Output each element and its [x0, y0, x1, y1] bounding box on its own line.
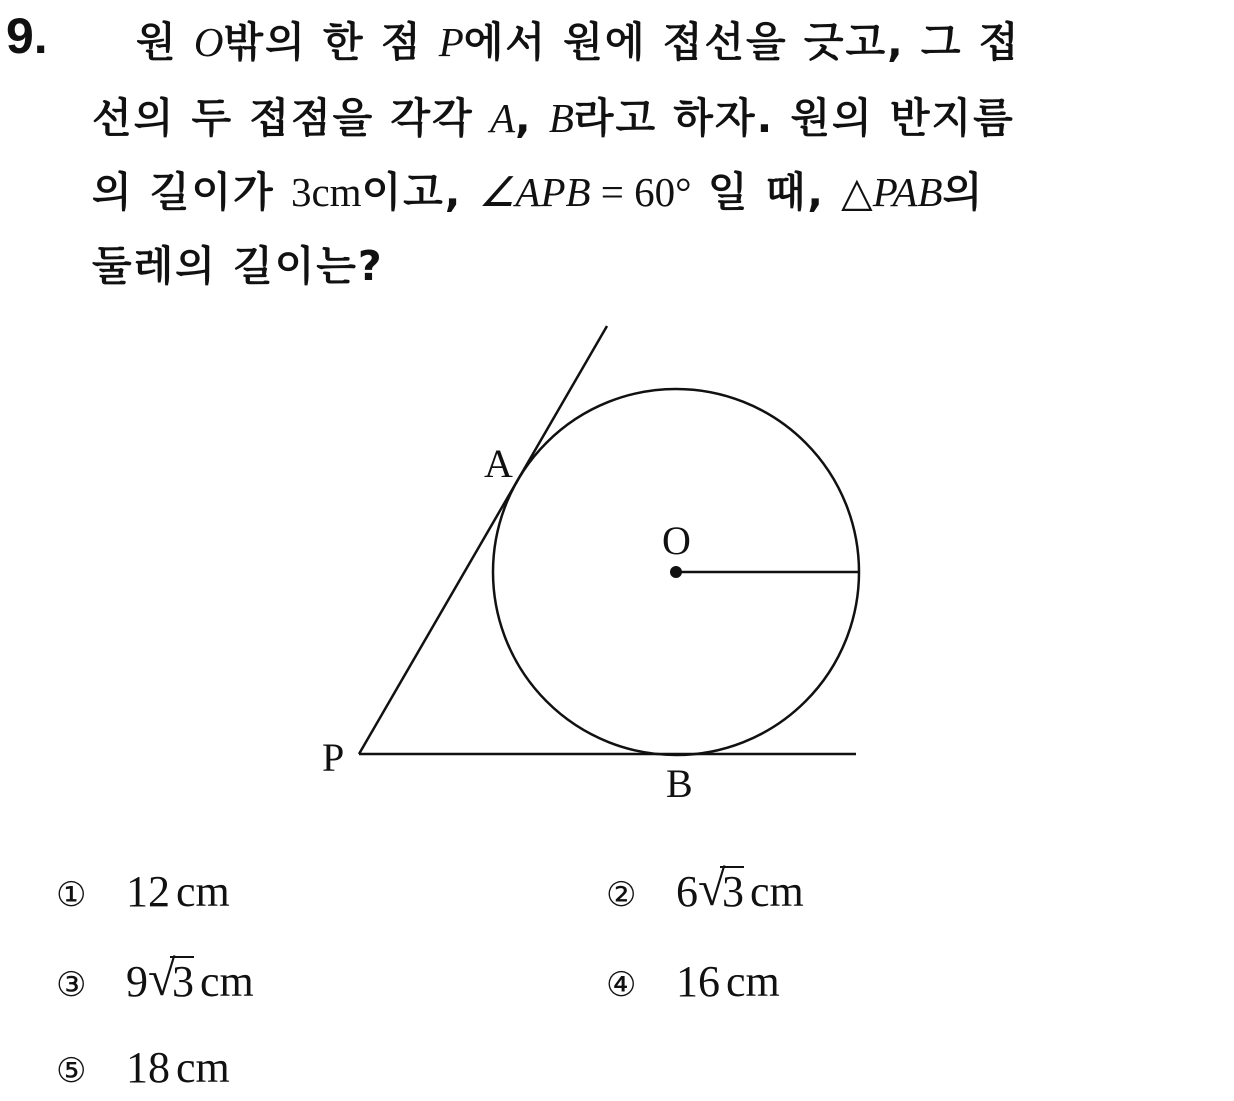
label-B: B	[666, 761, 693, 806]
label-P: P	[322, 735, 345, 780]
choice-unit: cm	[750, 867, 804, 916]
label-O: O	[662, 518, 691, 563]
triangle-PAB: PAB	[872, 169, 943, 215]
stem-text: 의	[942, 168, 985, 216]
radical-sign-icon: √	[148, 950, 176, 1006]
stem-text: 일 때,	[691, 168, 842, 216]
triangle-symbol: △	[841, 169, 873, 215]
choice-value: 16	[676, 957, 720, 1006]
stem-text: 에서 원에 접선을 긋고, 그 접	[463, 18, 1021, 66]
stem-text: ,	[515, 94, 549, 142]
choice-marker: ⑤	[56, 1051, 87, 1091]
choice-marker: ③	[56, 965, 87, 1005]
radius-value: 3	[290, 169, 312, 215]
stem-text: 선의 두 접점을 각각	[92, 94, 490, 142]
choice-unit: cm	[200, 957, 254, 1006]
radicand: 3	[172, 957, 194, 1006]
tangent-line-PA	[359, 326, 607, 754]
choice-2[interactable]	[606, 862, 804, 925]
choice-value: 18	[126, 1043, 170, 1092]
stem-text: 밖의 한 점	[223, 18, 439, 66]
math-B: B	[548, 95, 574, 141]
choice-unit: cm	[176, 867, 230, 916]
choice-unit: cm	[176, 1043, 230, 1092]
math-A: A	[489, 95, 515, 141]
math-P: P	[438, 19, 464, 65]
angle-value: = 60	[590, 169, 676, 215]
choice-value: 12	[126, 867, 170, 916]
choice-5[interactable]	[56, 1038, 230, 1101]
choice-4[interactable]	[606, 952, 780, 1015]
choice-1[interactable]	[56, 862, 230, 925]
math-O: O	[193, 19, 224, 65]
degree-sign: °	[675, 169, 692, 215]
choice-marker: ②	[606, 875, 637, 915]
choice-marker: ①	[56, 875, 87, 915]
label-A: A	[484, 441, 513, 486]
choice-unit: cm	[726, 957, 780, 1006]
center-point	[670, 566, 682, 578]
radical-sign-icon: √	[698, 860, 726, 916]
angle-APB: ∠APB	[478, 169, 591, 215]
radius-unit: cm	[311, 169, 362, 215]
choice-marker: ④	[606, 965, 637, 1005]
stem-text: 라고 하자. 원의 반지름	[573, 94, 1015, 142]
stem-text: 의 길이가	[92, 168, 291, 216]
stem-text: 이고,	[361, 168, 479, 216]
square-root	[148, 952, 194, 1012]
choice-3[interactable]	[56, 952, 254, 1015]
choice-coefficient: 9	[126, 957, 148, 1006]
question-number: 9.	[6, 8, 48, 64]
square-root	[698, 862, 744, 922]
stem-line-4: 둘레의 길이는?	[92, 242, 384, 290]
choice-coefficient: 6	[676, 867, 698, 916]
stem-text: 원	[136, 18, 194, 66]
radicand: 3	[722, 867, 744, 916]
